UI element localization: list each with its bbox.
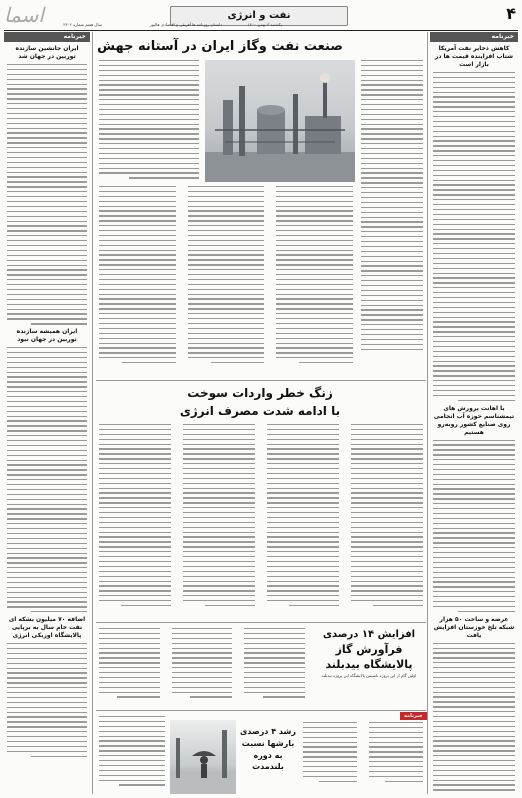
right-story2-body [430,440,518,612]
right-column [430,32,518,794]
bottom-caption: اولین گام از این پروژه تاسیس پالایشگاه این پروژه بیدبلند [321,673,417,678]
header-rule [4,30,518,31]
side-headline-3: به دوره بلندمدت [252,751,284,771]
right-column-divider [427,32,428,794]
right-story1-title: کاهش ذخایر نفت آمریکا شتاب افزاینده قیمت ها در بازار است [434,45,514,68]
bottom-section-rule [96,710,426,711]
left-column [4,32,90,794]
masthead-logo: اسما [4,3,44,27]
lead-bottom-rule [96,380,426,381]
tagline: داستان روزنامه ها آفریقی و اقتصادی هالیور [149,22,222,27]
left-column-divider [92,32,93,794]
section-label: نفت و انرژی [170,6,348,26]
bottom-headline-2: فرآورش گاز [335,643,403,656]
issue-info: سال هفتم شماره ۲۳۰۲ [63,22,102,27]
middle-bottom-rule [96,622,426,623]
refinery-photo [205,60,355,182]
side-headline-2: بارشها نسبت [241,739,295,748]
middle-headline-2: با ادامه شدت مصرف انرژی [179,404,341,418]
snow-scene-illustration [170,720,236,794]
right-story2-title: با اهانت پرورش های تیمشناسم حوزه آب انجامی روی صنایع کشور روبه‌رو هستیم [433,404,515,436]
middle-body [96,424,426,620]
right-story1-body [430,72,518,401]
left-story2-body [4,347,90,612]
right-story3-title: عرضه و ساخت ۵۰ هزار شبکه تلخ خوزستان افزایش یافت [433,615,515,639]
page-header [0,0,522,30]
bottom-section-tag: خبرنامه [400,712,427,720]
lead-body-left [96,60,202,182]
snow-street-photo [170,720,236,794]
bottom-final-body [300,722,426,794]
right-column-label: خبرنامه [430,32,518,42]
left-story3-body [4,643,90,757]
lead-body-right [358,60,426,378]
issue-date: یکشنبه ۳ بهمن ۱۴۰۰ [247,22,282,27]
left-story1-body [4,64,90,325]
side-headline-1: رشد ۴ درصدی [240,727,296,736]
middle-headline-1: زنگ خطر واردات سوخت [187,386,333,400]
bottom-body [96,628,308,708]
side-body [96,716,168,794]
lead-body-bottom [96,186,356,378]
bottom-headline-1: افزایش ۱۴ درصدی [322,629,416,640]
left-story2-title: ایران همیشه سازنده توربین در جهان نبود [16,328,78,344]
refinery-illustration [205,60,355,182]
right-story3-body [430,643,518,794]
bottom-headline-3: پالایشگاه بیدبلند [325,658,413,671]
left-story1-title: ایران جانشین سازنده توربین در جهان شد [15,45,79,60]
page-number: ۴ [506,4,516,23]
left-story3-title: اضافه ۷۰ میلیون بشکه ای نفت خام سال به برپایی پالایشگاه اوزبکی انرژی [8,616,86,640]
lead-headline: صنعت نفت وگاز ایران در آستانه جهش [97,39,343,54]
left-column-label: خبرنامه [4,32,90,42]
